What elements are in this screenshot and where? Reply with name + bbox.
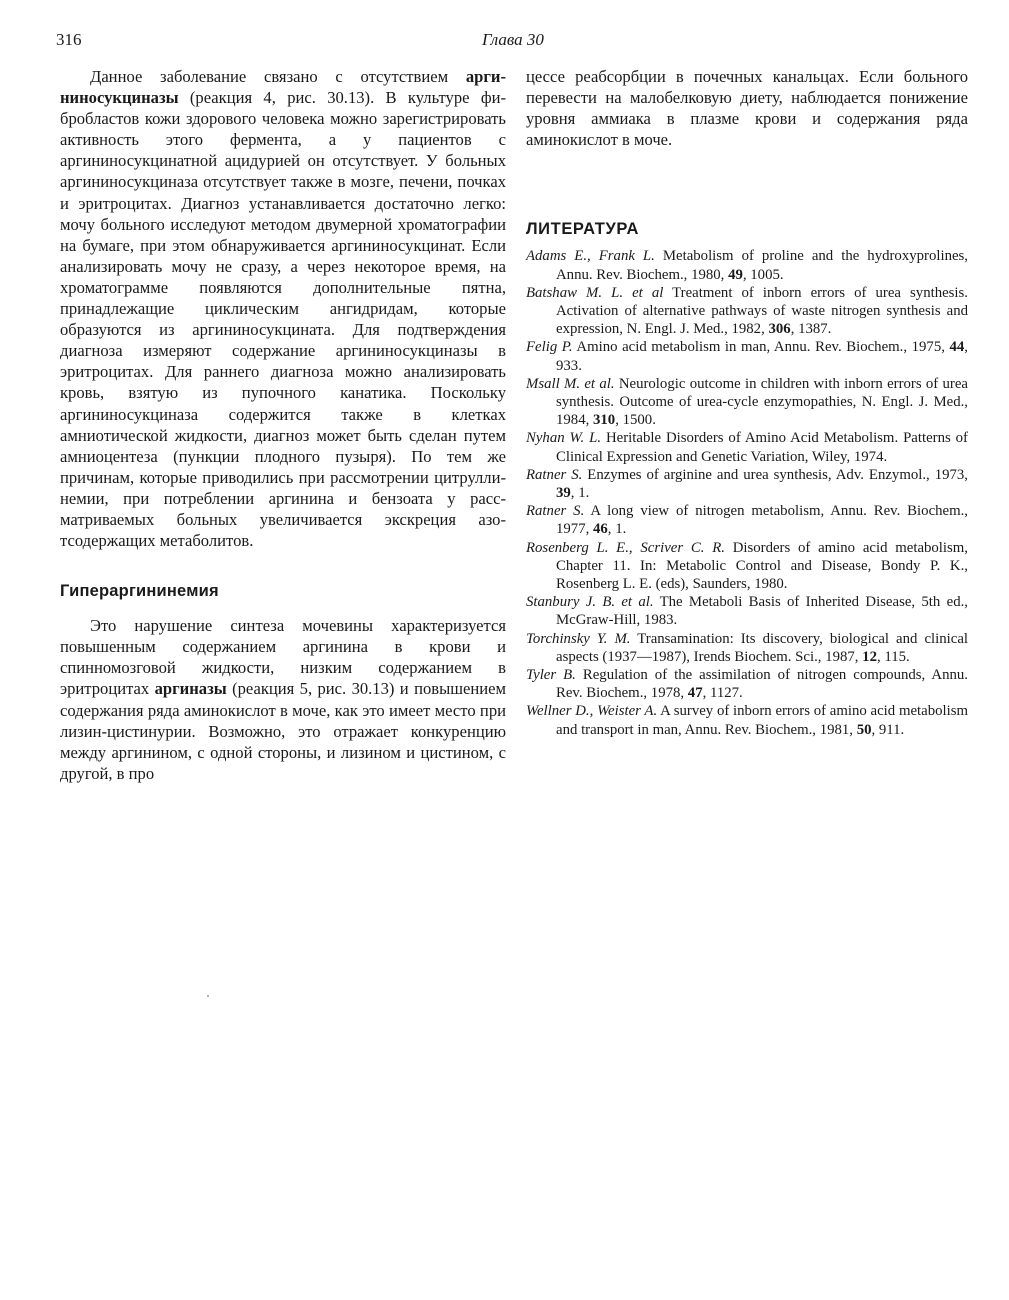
- reference-pages: , 911.: [871, 721, 905, 738]
- reference-authors: Tyler B.: [526, 667, 576, 684]
- page-number: 316: [56, 30, 82, 49]
- reference-text: Amino acid metabolism in man, Annu. Rev. Biochem., 1975,: [572, 339, 950, 356]
- reference-authors: Nyhan W. L.: [526, 430, 602, 447]
- reference-item: [526, 466, 968, 502]
- reference-authors: Torchinsky Y. M.: [526, 630, 631, 647]
- reference-pages: , 1.: [570, 485, 590, 502]
- reference-pages: , 1.: [607, 521, 627, 538]
- reference-item: [526, 702, 968, 738]
- reference-authors: Ratner S.: [526, 466, 583, 483]
- running-head: Глава 30: [482, 30, 544, 49]
- reference-pages: , 1005.: [742, 266, 784, 283]
- reference-text: Neurologic outcome in children with inborn errors of urea synthesis. Outcome of urea-cycle enzymopathies, N. Engl. J. Med., 1984,: [556, 375, 968, 429]
- reference-volume: 46: [593, 521, 608, 538]
- reference-authors: Felig P.: [526, 339, 573, 356]
- reference-volume: 310: [593, 412, 616, 429]
- reference-text: A long view of nitrogen metabolism, Annu. Rev. Biochem., 1977,: [556, 503, 969, 538]
- enzyme-term-argininosuccinase: аргининосукциназы: [60, 67, 506, 108]
- reference-volume: 12: [862, 648, 877, 665]
- enzyme-term-arginase: аргиназы: [154, 679, 227, 699]
- reference-authors: Stanbury J. B. et al.: [526, 594, 654, 611]
- reference-authors: Batshaw M. L. et al: [526, 284, 664, 301]
- reference-text: Disorders of amino acid metabolism, Chapter 11. In: Metabolic Control and Disease, Bondy P. K., Rosenberg L. E. (eds), Saunders, 1980.: [556, 539, 968, 593]
- reference-item: [526, 284, 968, 339]
- reference-text: The Metaboli Basis of Inherited Disease, 5th ed., McGraw-Hill, 1983.: [556, 594, 968, 629]
- reference-volume: 39: [556, 485, 571, 502]
- reference-text: Metabolism of proline and the hydroxyprolines, Annu. Rev. Biochem., 1980,: [556, 248, 968, 283]
- reference-pages: , 115.: [876, 648, 910, 665]
- continuation-paragraph: цессе реабсорбции в почечных канальцах. Если больного перевести на малобелковую диету, наблюдается понижение уровня аммиака в плазме крови и содержания ряда аминокислот в моче.: [526, 67, 968, 150]
- reference-item: [526, 502, 968, 538]
- reference-authors: Ratner S.: [526, 503, 585, 520]
- reference-volume: 306: [768, 321, 791, 338]
- reference-item: [526, 375, 968, 430]
- reference-text: Transamination: Its discovery, biological and clinical aspects (1937—1987), Irends Biochem. Sci., 1987,: [556, 630, 968, 665]
- reference-item: [526, 593, 968, 629]
- intro-paragraph: Данное заболевание связано с отсутствием аргининосукциназы (реакция 4, рис. 30.13). В культуре фибробластов кожи здорового человека можно зарегистрировать активность этого фермента, а у пациентов с аргининосукцинатной ацидурией он отсутствует. У больных аргининосукциназа отсутствует также в мозге, печени, почках и эритроцитах. Диагноз устанавливается достаточно легко: мочу больного исследуют методом двумерной хроматографии на бумаге, при этом обнаруживается аргининосукцинат. Если анализировать мочу не сразу, а через некоторое время, на хроматограмме появляются дополнительные пятна, принадлежащие циклическим ангидридам, которые образуются из аргининосукцината. Для подтверждения диагноза измеряют содержание аргининосукциназы в эритроцитах. Для раннего диагноза можно анализировать кровь, взятую из пупочного канатика. Поскольку аргининосукциназа содержится также в клетках амниотической жидкости, диагноз может быть сделан путем амниоцентеза (пункции плодного пузыря). По тем же причинам, которые приводились при рассмотрении цитруллинемии, при потреблении аргинина и бензоата у рассматриваемых больных увеличивается экскреция азотсодержащих метаболитов.: [60, 67, 506, 551]
- right-column: [526, 66, 968, 739]
- reference-pages: , 1387.: [790, 321, 832, 338]
- references-heading: ЛИТЕРАТУРА: [526, 220, 639, 239]
- reference-volume: 47: [687, 685, 703, 702]
- reference-authors: Wellner D., Weister A.: [526, 703, 658, 720]
- hyperargininemia-paragraph: Это нарушение синтеза мочевины характеризуется повышенным содержанием аргинина в крови и спинномозговой жидкости, низким содержанием в эритроцитах аргиназы (реакция 5, рис. 30.13) и повышением содержания ряда аминокислот в моче, как это имеет место при лизин-цистинурии. Возможно, это отражает конкуренцию между аргинином, с одной стороны, и лизином и цистином, с другой, в про: [60, 616, 506, 783]
- reference-item: [526, 630, 968, 666]
- reference-pages: , 1500.: [615, 412, 656, 429]
- reference-text: A survey of inborn errors of amino acid metabolism and transport in man, Annu. Rev. Biochem., 1981,: [556, 703, 968, 738]
- section-heading-hyperargininemia: Гипераргининемия: [60, 582, 219, 601]
- reference-text: Enzymes of arginine and urea synthesis, Adv. Enzymol., 1973,: [582, 466, 968, 483]
- reference-item: [526, 539, 968, 594]
- scan-speck: [207, 995, 209, 997]
- reference-authors: Adams E., Frank L.: [526, 248, 655, 265]
- reference-item: [526, 666, 968, 702]
- reference-pages: , 933.: [556, 339, 968, 374]
- left-column: [60, 66, 506, 784]
- reference-item: [526, 429, 968, 465]
- reference-authors: Msall M. et al.: [526, 375, 615, 392]
- reference-volume: 50: [856, 721, 872, 738]
- reference-authors: Rosenberg L. E., Scriver C. R.: [526, 539, 725, 556]
- references-list: [526, 247, 968, 738]
- reference-volume: 49: [728, 266, 743, 283]
- reference-text: Treatment of inborn errors of urea synthesis. Activation of alternative pathways of waste nitrogen synthesis and expression, N. Engl. J. Med., 1982,: [556, 284, 968, 338]
- reference-text: Heritable Disorders of Amino Acid Metabolism. Patterns of Clinical Expression and Genetic Variation, Wiley, 1974.: [556, 430, 968, 465]
- reference-item: [526, 338, 968, 374]
- reference-pages: , 1127.: [702, 685, 743, 702]
- reference-text: Regulation of the assimilation of nitrogen compounds, Annu. Rev. Biochem., 1978,: [556, 667, 968, 702]
- reference-item: [526, 247, 968, 283]
- reference-volume: 44: [949, 339, 965, 356]
